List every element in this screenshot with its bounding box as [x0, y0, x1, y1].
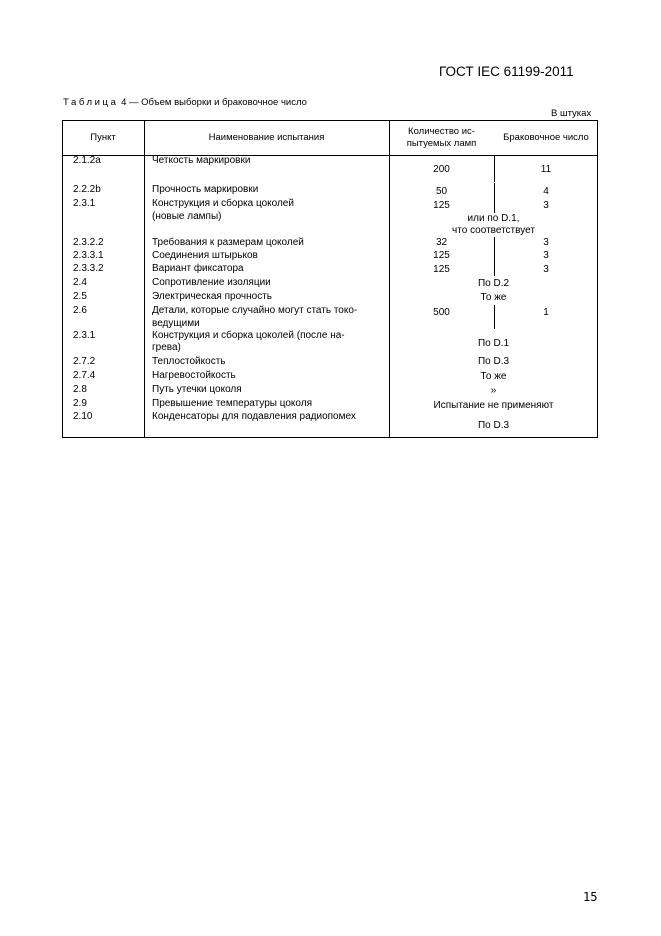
row-rejection: 1 [543, 307, 549, 318]
row-rejection: 3 [543, 200, 549, 211]
row-note: или по D.1, [467, 213, 520, 224]
row-quantity: 200 [433, 164, 450, 175]
row-clause: 2.3.3.2 [73, 263, 104, 274]
row-value: Испытание не применяют [433, 400, 554, 411]
row-clause: 2.3.2.2 [73, 237, 104, 248]
row-rejection: 4 [543, 186, 549, 197]
row-value: По D.3 [477, 356, 510, 367]
row-clause: 2.3.3.1 [73, 250, 104, 261]
row-quantity: 125 [433, 200, 450, 211]
caption-dash: — [129, 97, 139, 108]
row-test-name: Прочность маркировки [152, 184, 259, 195]
row-quantity: 125 [433, 250, 450, 261]
row-test-name: Теплостойкость [152, 356, 226, 367]
caption-number: 4 [121, 97, 127, 108]
row-value: То же [480, 371, 507, 382]
row-clause: 2.6 [73, 305, 87, 316]
header-quantity-line2: пытуемых ламп [406, 138, 477, 149]
row-test-name: Путь утечки цоколя [152, 384, 242, 395]
row-test-name: Превышение температуры цоколя [152, 398, 312, 409]
column-divider [144, 120, 145, 438]
row-rejection: 3 [543, 237, 549, 248]
caption-label: Таблица [63, 97, 119, 108]
header-rejection: Браковочное число [503, 132, 589, 143]
row-test-name: Вариант фиксатора [152, 263, 244, 274]
header-clause: Пункт [90, 132, 116, 143]
row-clause: 2.4 [73, 277, 87, 288]
row-clause: 2.8 [73, 384, 87, 395]
row-test-name: Конденсаторы для подавления радиопомех [152, 411, 356, 422]
page-number: 15 [583, 890, 598, 904]
row-clause: 2.9 [73, 398, 87, 409]
row-clause: 2.7.2 [73, 356, 96, 367]
row-clause: 2.3.1 [73, 198, 96, 209]
header-divider [62, 155, 598, 156]
caption-title: Объем выборки и браковочное число [141, 97, 307, 108]
row-clause: 2.3.1 [73, 330, 96, 341]
row-value: То же [480, 292, 507, 303]
header-quantity-line1: Количество ис- [408, 126, 475, 137]
row-test-name: Конструкция и сборка цоколей [152, 198, 294, 209]
header-test-name: Наименование испытания [208, 132, 325, 143]
row-test-name-line2: грева) [152, 342, 181, 353]
row-clause: 2.1.2a [73, 155, 101, 166]
row-clause: 2.10 [73, 411, 93, 422]
standard-code: ГОСТ IEC 61199-2011 [439, 64, 574, 79]
row-test-name: Нагревостойкость [152, 370, 236, 381]
row-rejection: 11 [540, 164, 552, 175]
row-quantity: 50 [435, 186, 448, 197]
row-test-name: Сопротивление изоляции [152, 277, 271, 288]
table-caption [63, 97, 307, 108]
header-quantity [389, 121, 494, 155]
row-test-name: Электрическая прочность [152, 291, 272, 302]
row-quantity: 32 [435, 237, 448, 248]
row-quantity: 500 [433, 307, 450, 318]
row-test-name-line2: ведущими [152, 318, 200, 329]
row-clause: 2.5 [73, 291, 87, 302]
row-note: что соответствует [452, 225, 535, 236]
row-clause: 2.7.4 [73, 370, 96, 381]
row-test-name: Детали, которые случайно могут стать токо- [152, 305, 358, 316]
row-test-name: Конструкция и сборка цоколей (после на- [152, 330, 345, 341]
row-test-name: Соединения штырьков [152, 250, 258, 261]
row-test-name: Требования к размерам цоколей [152, 237, 304, 248]
row-value: По D.3 [477, 420, 510, 431]
row-test-name: Четкость маркировки [152, 155, 251, 166]
row-quantity: 125 [433, 264, 450, 275]
row-test-name-line2: (новые лампы) [152, 211, 222, 222]
row-rejection: 3 [543, 250, 549, 261]
unit-label: В штуках [551, 108, 592, 119]
row-rejection: 3 [543, 264, 549, 275]
row-clause: 2.2.2b [73, 184, 101, 195]
row-value: По D.1 [477, 338, 510, 349]
row-value: По D.2 [477, 278, 510, 289]
row-value: » [490, 385, 497, 396]
